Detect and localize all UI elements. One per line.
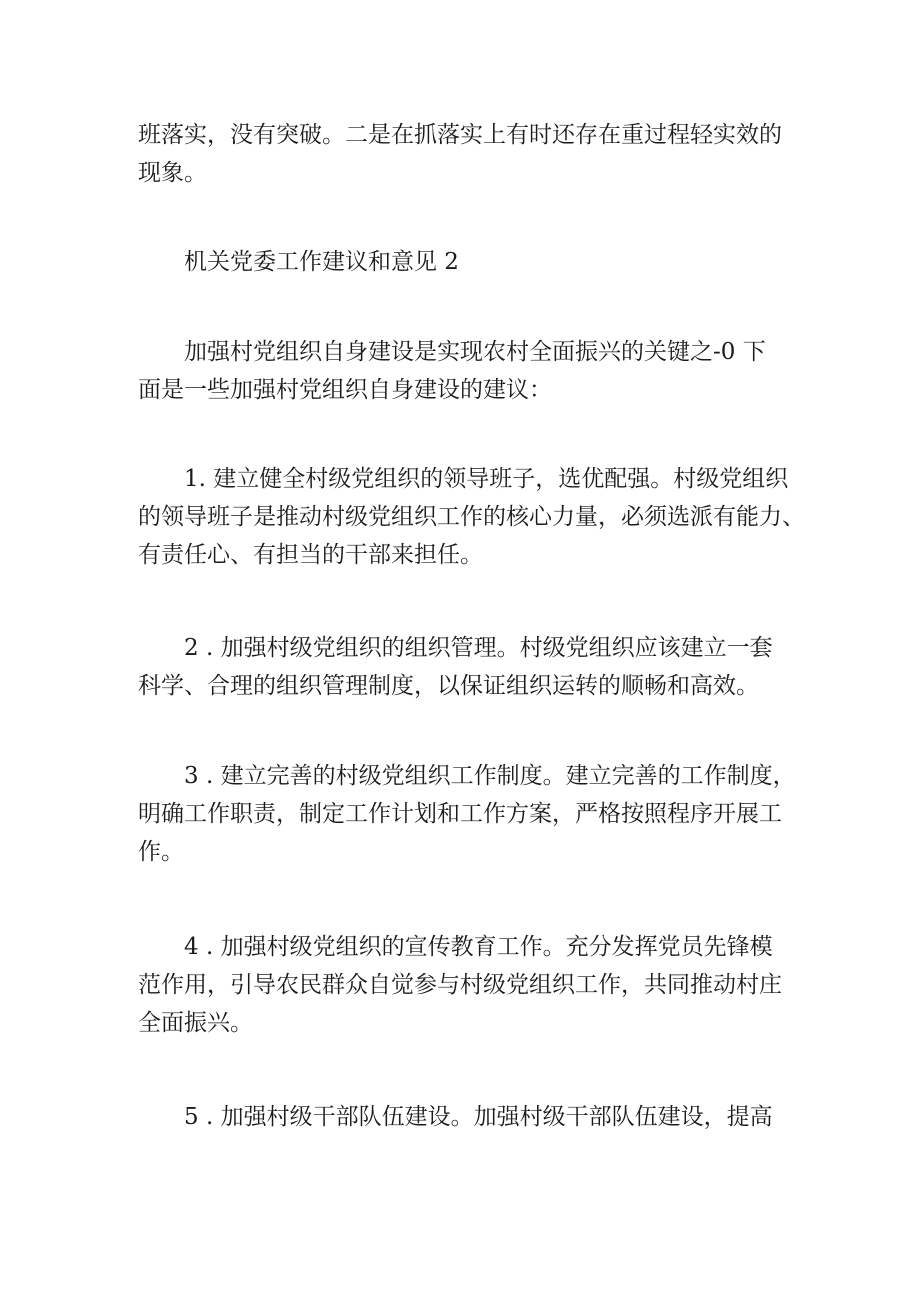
text-line: 面是一些加强村党组织自身建设的建议： <box>138 377 552 403</box>
text-line: 作。 <box>138 839 184 865</box>
paragraph-introduction <box>138 333 788 409</box>
paragraph-intro-continuation <box>138 116 788 192</box>
text-line: 科学、合理的组织管理制度，以保证组织运转的顺畅和高效。 <box>138 673 759 699</box>
text-line: 范作用，引导农民群众自觉参与村级党组织工作，共同推动村庄 <box>138 972 782 998</box>
paragraph-item-2 <box>138 629 788 705</box>
text-line: 明确工作职责，制定工作计划和工作方案，严格按照程序开展工 <box>138 801 782 827</box>
text-line: 加强村党组织自身建设是实现农村全面振兴的关键之-0 下 <box>138 339 766 365</box>
text-line: 5 . 加强村级干部队伍建设。加强村级干部队伍建设，提高 <box>138 1104 773 1130</box>
paragraph-item-4 <box>138 928 788 1042</box>
paragraph-item-5 <box>138 1098 788 1136</box>
text-line: 2 . 加强村级党组织的组织管理。村级党组织应该建立一套 <box>138 635 773 661</box>
text-line: 3 . 建立完善的村级党组织工作制度。建立完善的工作制度， <box>138 763 796 789</box>
heading-text: 机关党委工作建议和意见 2 <box>138 249 459 275</box>
text-line: 4 . 加强村级党组织的宣传教育工作。充分发挥党员先锋模 <box>138 934 773 960</box>
text-line: 的领导班子是推动村级党组织工作的核心力量，必须选派有能力、 <box>138 504 805 530</box>
paragraph-item-3 <box>138 757 796 871</box>
section-heading <box>138 243 788 281</box>
text-line: 现象。 <box>138 160 207 186</box>
text-line: 1. 建立健全村级党组织的领导班子，选优配强。村级党组织 <box>138 466 789 492</box>
text-line: 全面振兴。 <box>138 1010 253 1036</box>
text-line: 有责任心、有担当的干部来担任。 <box>138 542 483 568</box>
text-line: 班落实，没有突破。二是在抓落实上有时还存在重过程轻实效的 <box>138 122 782 148</box>
paragraph-item-1 <box>138 460 805 574</box>
